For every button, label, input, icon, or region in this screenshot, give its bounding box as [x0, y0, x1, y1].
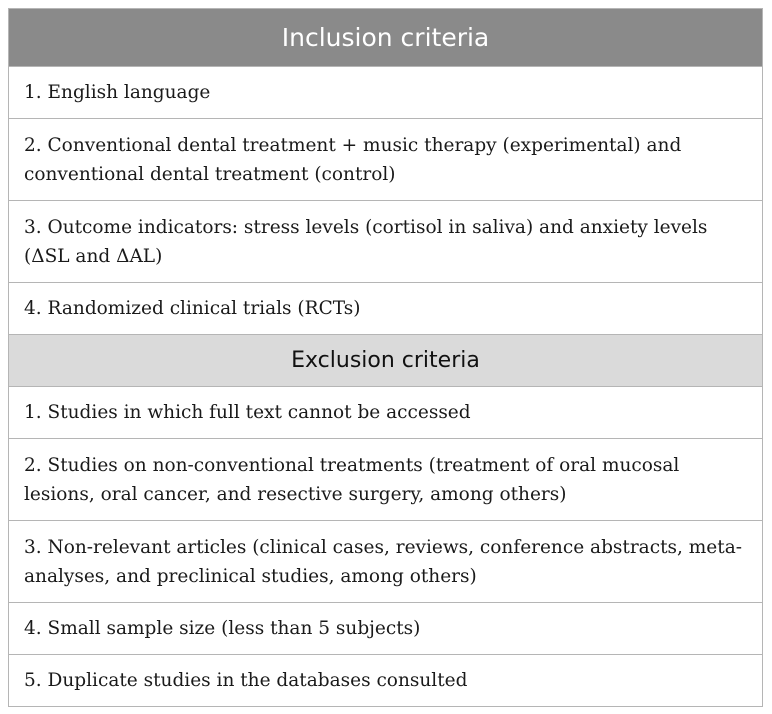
inclusion-item-4: 4. Randomized clinical trials (RCTs) — [9, 282, 762, 334]
exclusion-item-1: 1. Studies in which full text cannot be accessed — [9, 386, 762, 438]
inclusion-item-1: 1. English language — [9, 66, 762, 118]
exclusion-item-5: 5. Duplicate studies in the databases consulted — [9, 654, 762, 706]
exclusion-item-3: 3. Non-relevant articles (clinical cases, reviews, conference abstracts, meta-analyses, and preclinical studies, among others) — [9, 520, 762, 602]
criteria-table — [8, 8, 763, 707]
inclusion-criteria-header: Inclusion criteria — [9, 9, 762, 66]
exclusion-item-2: 2. Studies on non-conventional treatments (treatment of oral mucosal lesions, oral cancer, and resective surgery, among others) — [9, 438, 762, 520]
inclusion-item-2: 2. Conventional dental treatment + music therapy (experimental) and conventional dental treatment (control) — [9, 118, 762, 200]
exclusion-criteria-header: Exclusion criteria — [9, 334, 762, 386]
exclusion-item-4: 4. Small sample size (less than 5 subjects) — [9, 602, 762, 654]
inclusion-item-3: 3. Outcome indicators: stress levels (cortisol in saliva) and anxiety levels (ΔSL and ΔAL) — [9, 200, 762, 282]
